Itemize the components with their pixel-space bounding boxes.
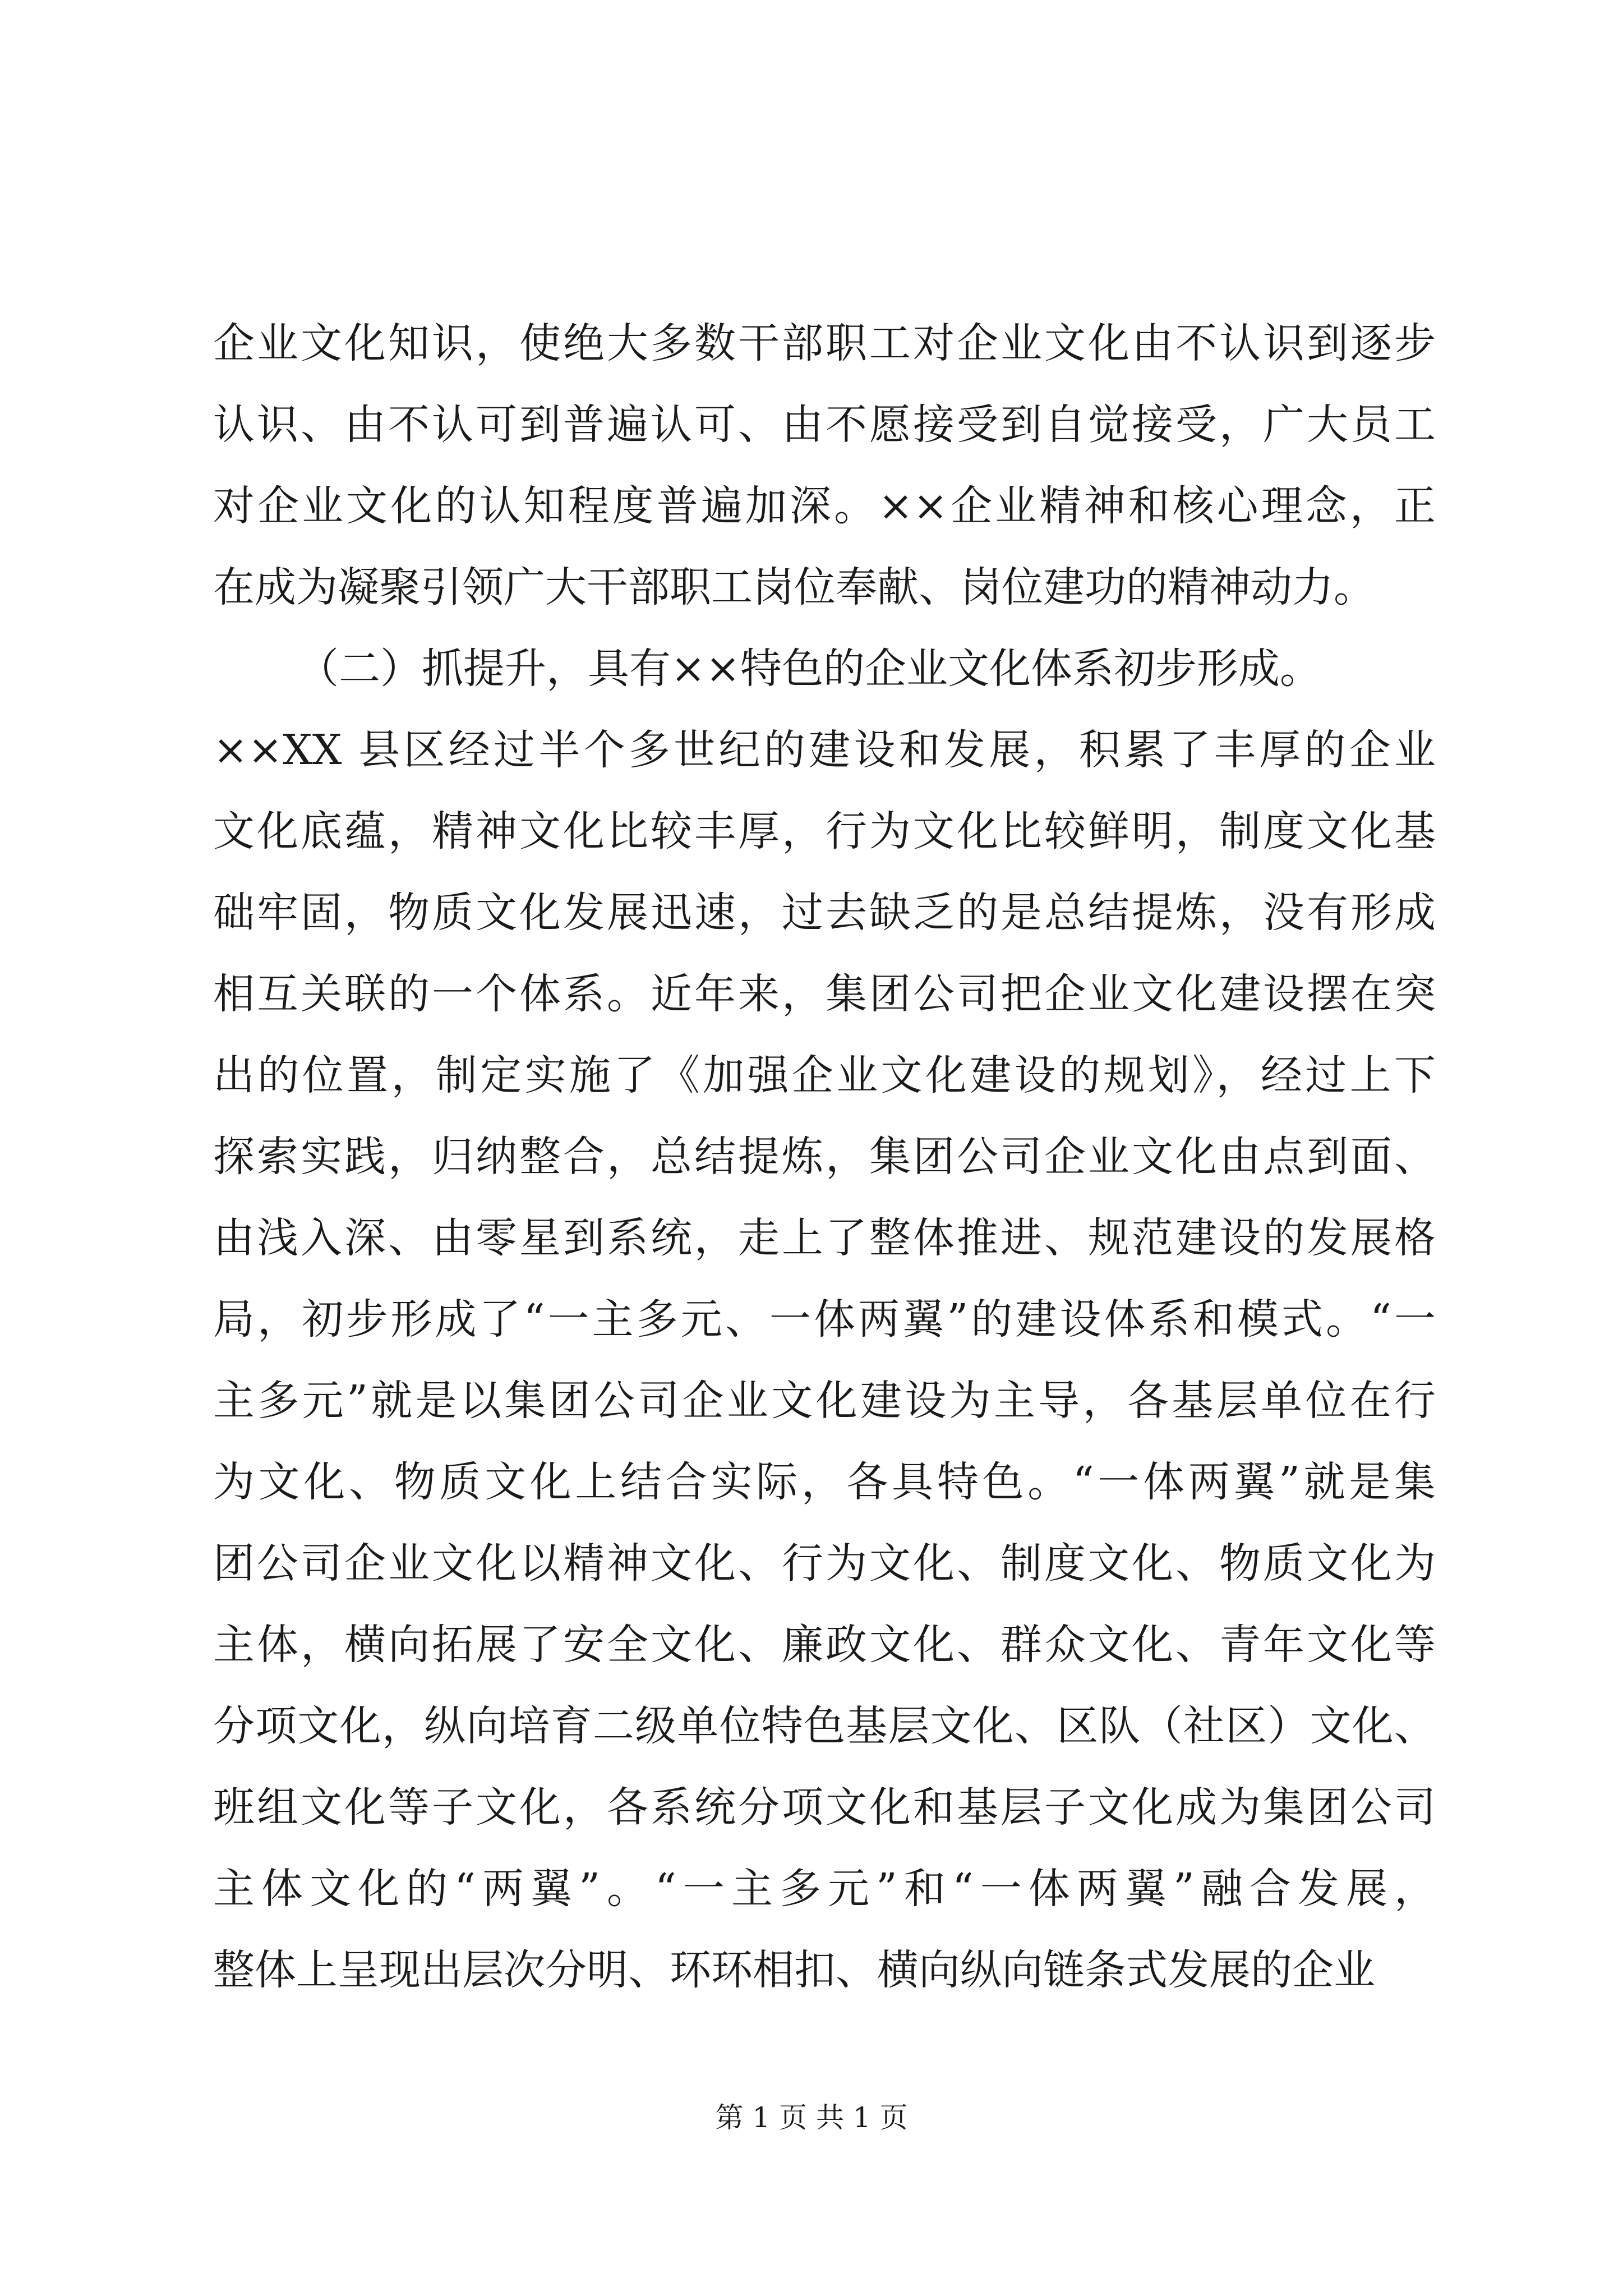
paragraph-line: 对企业文化的认知程度普遍加深。××企业精神和核心理念，正 [213, 482, 1436, 530]
paragraph-line: 础牢固，物质文化发展迅速，过去缺乏的是总结提炼，没有形成 [213, 889, 1436, 937]
paragraph-line: 相互关联的一个体系。近年来，集团公司把企业文化建设摆在突 [213, 970, 1436, 1018]
paragraph-line: 由浅入深、由零星到系统，走上了整体推进、规范建设的发展格 [213, 1214, 1436, 1262]
paragraph-line: 团公司企业文化以精神文化、行为文化、制度文化、物质文化为 [213, 1539, 1436, 1588]
document-body [213, 303, 1436, 2011]
paragraph-line: 班组文化等子文化，各系统分项文化和基层子文化成为集团公司 [213, 1783, 1436, 1832]
paragraph-line: 文化底蕴，精神文化比较丰厚，行为文化比较鲜明，制度文化基 [213, 807, 1436, 855]
paragraph-line: 探索实践，归纳整合，总结提炼，集团公司企业文化由点到面、 [213, 1133, 1436, 1181]
paragraph-line: 出的位置，制定实施了《加强企业文化建设的规划》，经过上下 [213, 1051, 1436, 1099]
paragraph-line: 在成为凝聚引领广大干部职工岗位奉献、岗位建功的精神动力。 [213, 563, 1375, 611]
paragraph-line: 局，初步形成了“一主多元、一体两翼”的建设体系和模式。“一 [213, 1295, 1436, 1343]
paragraph-line: 分项文化，纵向培育二级单位特色基层文化、区队（社区）文化、 [213, 1702, 1436, 1750]
paragraph-line: 主体，横向拓展了安全文化、廉政文化、群众文化、青年文化等 [213, 1621, 1436, 1669]
section-heading: （二）抓提升，具有××特色的企业文化体系初步形成。 [297, 645, 1322, 693]
page-number-footer: 第 1 页 共 1 页 [715, 2101, 908, 2134]
paragraph-line: 认识、由不认可到普遍认可、由不愿接受到自觉接受，广大员工 [213, 401, 1436, 449]
paragraph-line: 主多元”就是以集团公司企业文化建设为主导，各基层单位在行 [213, 1377, 1436, 1425]
paragraph-line: 为文化、物质文化上结合实际，各具特色。“一体两翼”就是集 [213, 1458, 1436, 1506]
paragraph-line: 企业文化知识，使绝大多数干部职工对企业文化由不认识到逐步 [213, 319, 1436, 367]
paragraph-line: 整体上呈现出层次分明、环环相扣、横向纵向链条式发展的企业 [213, 1946, 1375, 1994]
paragraph-line: ××XX 县区经过半个多世纪的建设和发展，积累了丰厚的企业 [213, 726, 1436, 774]
paragraph-line: 主体文化的“两翼”。“一主多元”和“一体两翼”融合发展， [213, 1865, 1436, 1913]
